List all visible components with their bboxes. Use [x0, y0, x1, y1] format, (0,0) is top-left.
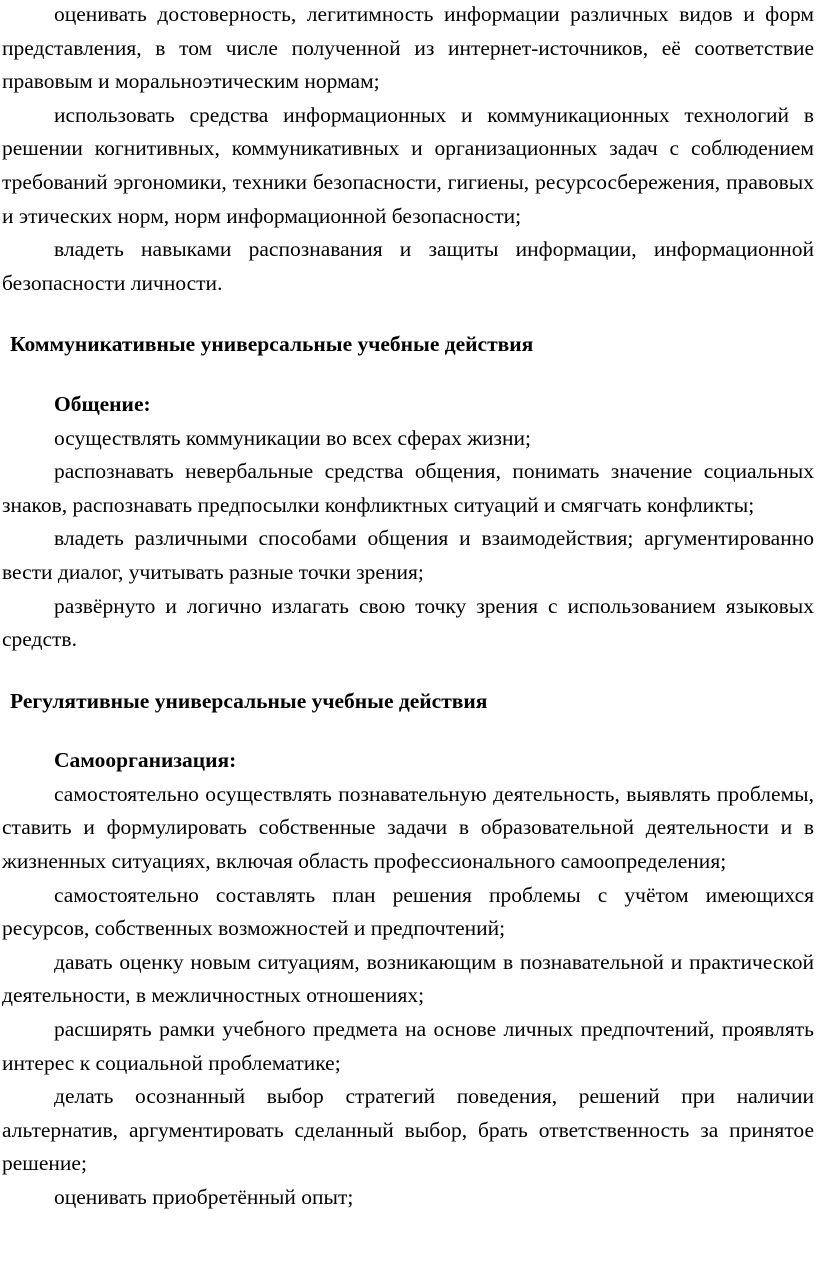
section-heading-communicative: Коммуникативные универсальные учебные действия	[10, 332, 534, 357]
spacer	[2, 718, 814, 744]
section-regulative	[2, 685, 814, 1215]
list-item: самостоятельно составлять план решения проблемы с учётом имеющихся ресурсов, собственных возможностей и предпочтений;	[2, 882, 814, 941]
paragraph-evaluate-reliability: оценивать достоверность, легитимность информации различных видов и форм представления, в том числе полученной из интернет-источников, её соответствие правовым и моральноэтическим нормам;	[2, 2, 814, 94]
spacer	[2, 362, 814, 388]
spacer	[2, 657, 814, 685]
list-item: давать оценку новым ситуациям, возникающим в познавательной и практической деятельности, в межличностных отношениях;	[2, 949, 814, 1008]
list-item: оценивать приобретённый опыт;	[54, 1185, 354, 1209]
spacer	[2, 300, 814, 328]
section-communicative	[2, 328, 814, 656]
list-item: делать осознанный выбор стратегий поведения, решений при наличии альтернатив, аргументировать сделанный выбор, брать ответственность за принятое решение;	[2, 1084, 814, 1176]
list-item: самостоятельно осуществлять познавательную деятельность, выявлять проблемы, ставить и формулировать собственные задачи в образовательной деятельности и в жизненных ситуациях, включая область профессионального самоопределения;	[2, 781, 814, 874]
list-item: расширять рамки учебного предмета на основе личных предпочтений, проявлять интерес к социальной проблематике;	[2, 1017, 814, 1075]
list-item: владеть различными способами общения и взаимодействия; аргументированно вести диалог, учитывать разные точки зрения;	[2, 526, 814, 584]
paragraph-use-ict: использовать средства информационных и коммуникационных технологий в решении когнитивных, коммуникативных и организационных задач с соблюдением требований эргономики, техники безопасности, гигиены, ресурсосбережения, правовых и этических норм, норм информационной безопасности;	[2, 102, 814, 228]
subheading-communication: Общение:	[54, 391, 151, 416]
paragraph-information-protection: владеть навыками распознавания и защиты информации, информационной безопасности личности.	[2, 237, 814, 295]
list-item: распознавать невербальные средства общения, понимать значение социальных знаков, распознавать предпосылки конфликтных ситуаций и смягчать конфликты;	[2, 459, 814, 517]
subheading-self-organization: Самоорганизация:	[54, 748, 237, 773]
section-heading-regulative: Регулятивные универсальные учебные действия	[10, 688, 488, 713]
list-item: развёрнуто и логично излагать свою точку зрения с использованием языковых средств.	[2, 593, 814, 652]
list-item: осуществлять коммуникации во всех сферах жизни;	[54, 425, 532, 450]
